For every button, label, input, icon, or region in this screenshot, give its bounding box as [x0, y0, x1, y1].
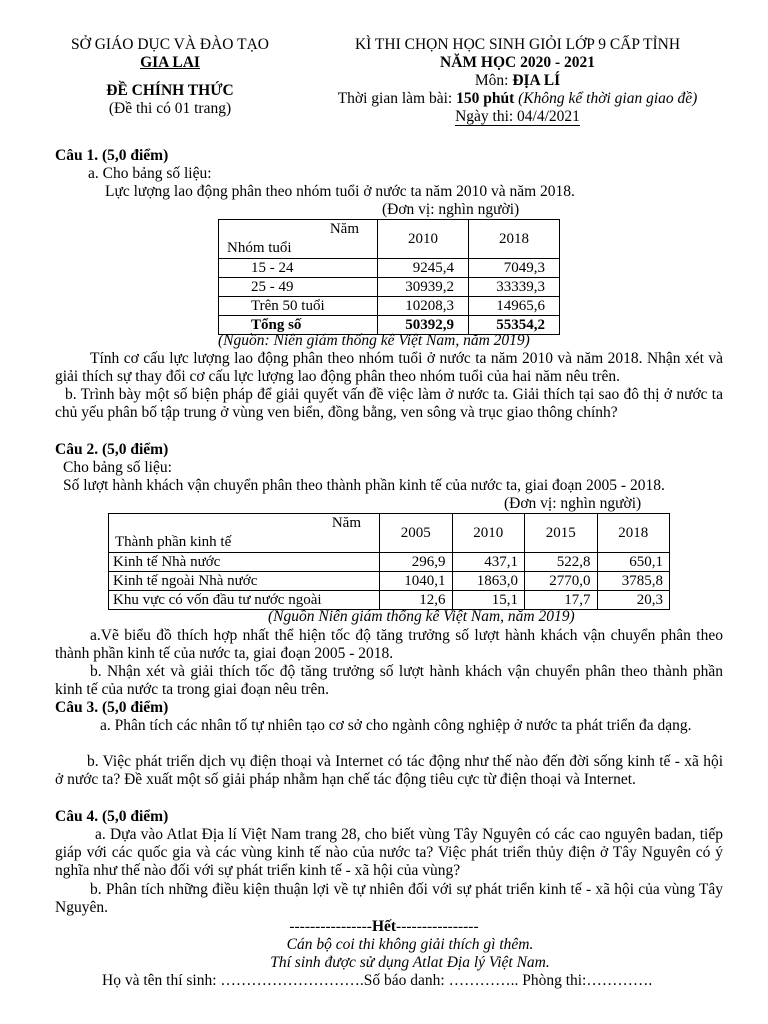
- q2-row-label: Khu vực có vốn đầu tư nước ngoài: [109, 591, 380, 610]
- q2-corner-cell: [109, 514, 380, 553]
- q2-cell-value: 650,1: [597, 553, 670, 572]
- q1-total-value: 50392,9: [378, 316, 469, 335]
- q1-cell-value: 10208,3: [378, 297, 469, 316]
- q1-unit: (Đơn vị: nghìn người): [382, 201, 520, 218]
- end-marker: [0, 918, 768, 936]
- q1-row-label: Trên 50 tuổi: [219, 297, 378, 316]
- header-right: [300, 36, 735, 126]
- table-row: [219, 297, 560, 316]
- q4-a: a. Dựa vào Atlat Địa lí Việt Nam trang 28, cho biết vùng Tây Nguyên có các cao nguyên badan, tiếp giáp với các quốc gia và các vùng kinh tế nào của nước ta? Việc phát triển thủy điện ở Tây Nguyên có ý nghĩa như thế nào đối với sự phát triển kinh tế - xã hội của vùng?: [55, 826, 723, 879]
- time-line: [300, 90, 735, 108]
- q3-a: a. Phân tích các nhân tố tự nhiên tạo cơ sở cho ngành công nghiệp ở nước ta phát triển đa dạng.: [100, 717, 692, 734]
- q2-source: (Nguồn Niên giám thống kê Việt Nam, năm 2019): [268, 608, 575, 625]
- q1-cell-value: 30939,2: [378, 278, 469, 297]
- end-dashes-right: ----------------: [396, 918, 479, 935]
- q2-a: a.Vẽ biểu đồ thích hợp nhất thể hiện tốc độ tăng trưởng số lượt hành khách vận chuyển phân theo thành phần kinh tế của nước ta, giai đoạn 2005 - 2018.: [55, 627, 723, 662]
- q1-corner-group: Nhóm tuổi: [227, 240, 292, 256]
- q2-cell-value: 296,9: [380, 553, 453, 572]
- q2-year-header: 2018: [597, 514, 670, 553]
- q2-table-title: Số lượt hành khách vận chuyển phân theo thành phần kinh tế của nước ta, giai đoạn 2005 - 2018.: [63, 477, 665, 494]
- exam-date: Ngày thi: 04/4/2021: [455, 108, 580, 125]
- department-name: SỞ GIÁO DỤC VÀ ĐÀO TẠO: [71, 36, 269, 53]
- q1-row-label: 15 - 24: [219, 259, 378, 278]
- table-row: [109, 514, 670, 553]
- q2-corner-year: Năm: [331, 515, 361, 531]
- q2-cell-value: 1863,0: [452, 572, 525, 591]
- q2-cell-value: 12,6: [380, 591, 453, 610]
- q3-title: Câu 3. (5,0 điểm): [55, 699, 169, 716]
- proctor-note: Cán bộ coi thi không giải thích gì thêm.: [286, 936, 534, 953]
- q2-title: Câu 2. (5,0 điểm): [55, 441, 169, 458]
- q2-year-header: 2015: [525, 514, 598, 553]
- subject-line: [300, 72, 735, 90]
- q1-table: [218, 219, 560, 335]
- q2-table: [108, 513, 670, 610]
- q2-cell-value: 437,1: [452, 553, 525, 572]
- q1-corner-year: Năm: [329, 221, 359, 237]
- q1-task: Tính cơ cấu lực lượng lao động phân theo nhóm tuổi ở nước ta năm 2010 và năm 2018. Nhận xét và giải thích sự thay đổi cơ cấu lực lượng lao động phân theo nhóm tuổi của hai năm nêu trên.: [55, 350, 723, 385]
- q3-b: b. Việc phát triển dịch vụ điện thoại và Internet có tác động như thế nào đến đời sống kinh tế - xã hội ở nước ta? Đề xuất một số giải pháp nhằm hạn chế tác động tiêu cực từ điện thoại và Internet.: [55, 753, 723, 788]
- q2-unit: (Đơn vị: nghìn người): [504, 495, 642, 512]
- end-word: Hết: [371, 918, 397, 935]
- q1-source: (Nguồn: Niên giám thống kê Việt Nam, năm 2019): [218, 332, 530, 349]
- q1-total-value: 55354,2: [469, 316, 560, 335]
- subject-prefix: Môn:: [474, 72, 513, 89]
- q2-b: b. Nhận xét và giải thích tốc độ tăng trưởng số lượt hành khách vận chuyển phân theo thành phần kinh tế của nước ta trong giai đoạn nêu trên.: [55, 663, 723, 698]
- subject-name: ĐỊA LÍ: [512, 72, 561, 89]
- q2-cell-value: 15,1: [452, 591, 525, 610]
- q2-cell-value: 522,8: [525, 553, 598, 572]
- header-left: [40, 36, 300, 118]
- q2-cell-value: 1040,1: [380, 572, 453, 591]
- table-row: [219, 220, 560, 259]
- q2-year-header: 2005: [380, 514, 453, 553]
- q2-intro: Cho bảng số liệu:: [63, 459, 172, 476]
- end-dashes-left: ----------------: [289, 918, 372, 935]
- q2-cell-value: 2770,0: [525, 572, 598, 591]
- q1-total-label: Tổng số: [219, 316, 378, 335]
- candidate-info-line: Họ và tên thí sinh: ……………………….Số báo danh: ………….. Phòng thi:………….: [102, 972, 653, 989]
- q1-row-label: 25 - 49: [219, 278, 378, 297]
- q1-year-header: 2010: [378, 220, 469, 259]
- page-count-note: (Đề thi có 01 trang): [108, 100, 232, 117]
- exam-date-line: [300, 108, 735, 126]
- q1-cell-value: 9245,4: [378, 259, 469, 278]
- q1-table-title: Lực lượng lao động phân theo nhóm tuổi ở nước ta năm 2010 và năm 2018.: [105, 183, 575, 200]
- table-row: [109, 591, 670, 610]
- atlas-note: Thí sinh được sử dụng Atlat Địa lý Việt Nam.: [270, 954, 550, 971]
- table-row: [219, 278, 560, 297]
- time-value: 150 phút: [456, 90, 515, 107]
- q2-row-label: Kinh tế ngoài Nhà nước: [109, 572, 380, 591]
- q2-year-header: 2010: [452, 514, 525, 553]
- q1-cell-value: 7049,3: [469, 259, 560, 278]
- q2-cell-value: 17,7: [525, 591, 598, 610]
- table-row: [109, 553, 670, 572]
- q1-b: b. Trình bày một số biện pháp để giải quyết vấn đề việc làm ở nước ta. Giải thích tại sao đô thị ở nước ta chủ yếu phân bố tập trung ở vùng ven biển, đồng bằng, ven sông và trục giao thông chính?: [55, 386, 723, 421]
- q2-cell-value: 20,3: [597, 591, 670, 610]
- q1-cell-value: 33339,3: [469, 278, 560, 297]
- q1-a-intro: a. Cho bảng số liệu:: [88, 165, 212, 182]
- q4-title: Câu 4. (5,0 điểm): [55, 808, 169, 825]
- q2-cell-value: 3785,8: [597, 572, 670, 591]
- official-label: ĐỀ CHÍNH THỨC: [106, 82, 234, 99]
- exam-title: KÌ THI CHỌN HỌC SINH GIỎI LỚP 9 CẤP TỈNH: [354, 36, 681, 53]
- table-row: [109, 572, 670, 591]
- q1-corner-cell: [219, 220, 378, 259]
- province-name: GIA LAI: [140, 54, 200, 71]
- q1-title: Câu 1. (5,0 điểm): [55, 147, 169, 164]
- time-prefix: Thời gian làm bài:: [337, 90, 457, 107]
- table-row: [219, 259, 560, 278]
- time-note: (Không kể thời gian giao đề): [514, 90, 698, 107]
- school-year: NĂM HỌC 2020 - 2021: [440, 54, 595, 71]
- q1-cell-value: 14965,6: [469, 297, 560, 316]
- q2-row-label: Kinh tế Nhà nước: [109, 553, 380, 572]
- q1-year-header: 2018: [469, 220, 560, 259]
- q2-corner-sector: Thành phần kinh tế: [115, 534, 232, 550]
- q4-b: b. Phân tích những điều kiện thuận lợi về tự nhiên đối với sự phát triển kinh tế - xã hội của vùng Tây Nguyên.: [55, 881, 723, 916]
